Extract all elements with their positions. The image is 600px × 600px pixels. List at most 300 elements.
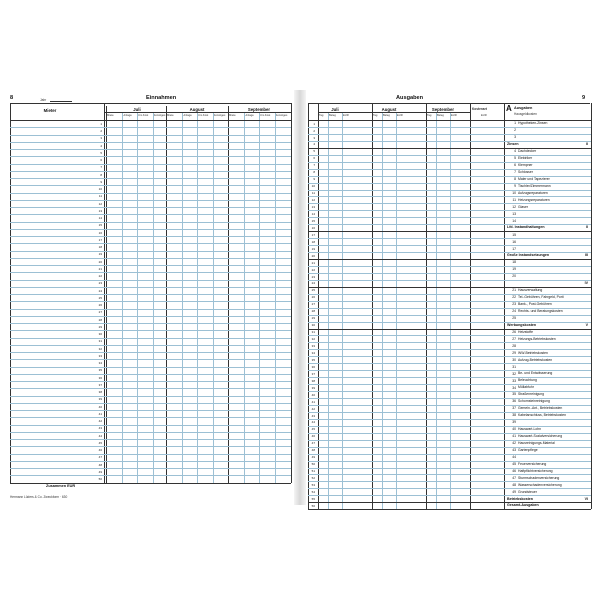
account-number: 39	[512, 420, 516, 425]
sub-column-header: EUR	[343, 114, 349, 117]
table-row[interactable]	[10, 272, 291, 273]
row-number: 46	[98, 448, 102, 453]
account-number: 26	[512, 329, 516, 334]
account-label: Aufzug-Betriebskosten	[518, 357, 553, 362]
column-line	[182, 112, 183, 483]
table-row[interactable]	[308, 349, 591, 350]
row-number: 9	[313, 177, 315, 182]
right-page-number: 9	[582, 95, 586, 101]
row-number: 34	[98, 361, 102, 366]
row-number: 26	[311, 295, 315, 300]
sub-column-header: Sonstiges	[153, 114, 166, 117]
section-note: Hausgeldkosten	[514, 112, 537, 116]
table-row[interactable]	[10, 417, 291, 418]
table-row[interactable]	[308, 231, 591, 232]
table-row[interactable]	[308, 203, 591, 204]
row-number: 13	[311, 205, 315, 209]
table-row[interactable]	[10, 316, 291, 317]
row-number: 21	[311, 260, 315, 265]
row-number: 8	[100, 172, 102, 177]
table-row[interactable]	[10, 236, 291, 237]
column-line	[396, 112, 397, 509]
table-row[interactable]	[10, 265, 291, 266]
row-number: 1	[313, 121, 315, 126]
sub-column-header: Um.Kost	[198, 114, 209, 117]
account-number: 21	[512, 288, 516, 293]
income-title: Einnahmen	[146, 95, 177, 101]
account-number: 7	[514, 170, 516, 175]
sub-column-header: Tag	[319, 114, 324, 117]
account-number: 18	[512, 260, 516, 265]
row-number: 21	[98, 266, 102, 271]
table-row[interactable]	[308, 217, 591, 218]
column-line	[197, 112, 198, 483]
sub-column-header: Sonstiges	[213, 114, 226, 117]
account-label: Sturmschadenversicherung	[518, 475, 560, 480]
sub-column-header: Tag	[373, 114, 378, 117]
row-number: 43	[311, 413, 315, 418]
account-section-heading: Werbungskosten	[507, 322, 537, 327]
account-label: Schornsteinreinigung	[518, 399, 550, 404]
column-line	[450, 112, 451, 509]
account-number: 1	[514, 121, 516, 126]
sub-column-header: EUR	[397, 114, 403, 117]
table-row[interactable]	[10, 171, 291, 172]
table-row[interactable]	[308, 287, 591, 288]
row-number: 23	[311, 274, 315, 279]
row-number: 50	[98, 477, 102, 482]
table-row[interactable]	[308, 127, 591, 128]
account-number: 23	[512, 302, 516, 307]
row-number: 30	[311, 323, 315, 328]
header-rule	[10, 103, 292, 104]
row-number: 20	[98, 259, 102, 264]
account-label: Haftpflichtversicherung	[518, 468, 553, 473]
account-number: 9	[514, 183, 516, 188]
row-number: 29	[98, 324, 102, 329]
sub-column-header: Beleg	[437, 114, 444, 117]
table-row[interactable]	[308, 342, 591, 343]
row-number: 41	[98, 411, 102, 416]
table-row[interactable]	[10, 258, 291, 259]
account-label: Gemein.-Ant., Betriebskosten	[518, 406, 563, 411]
account-number: 20	[512, 274, 516, 279]
table-row[interactable]	[10, 294, 291, 295]
row-number: 6	[313, 156, 315, 161]
account-number: 36	[512, 399, 516, 404]
table-row[interactable]	[10, 280, 291, 281]
row-number: 37	[98, 382, 102, 387]
month-header: August	[381, 107, 397, 112]
row-number: 18	[311, 239, 315, 244]
table-row[interactable]	[308, 461, 591, 462]
row-number: 15	[98, 223, 102, 228]
table-row[interactable]	[10, 454, 291, 455]
account-label: Hauswart-Lohn	[518, 427, 541, 431]
account-number: 10	[512, 190, 516, 195]
grid-divider	[470, 103, 471, 509]
account-label: Rechts- und Beratungskosten	[518, 308, 563, 313]
account-number: 31	[512, 364, 516, 369]
row-number: 7	[100, 165, 102, 170]
row-number: 50	[311, 462, 315, 467]
sub-column-header: Miete	[167, 114, 174, 117]
grid-border	[291, 103, 292, 483]
table-row[interactable]	[308, 162, 591, 163]
table-row[interactable]	[10, 446, 291, 447]
table-row[interactable]	[308, 454, 591, 455]
account-number: 13	[512, 211, 516, 216]
row-number: 20	[311, 253, 315, 258]
account-number: 38	[512, 413, 516, 418]
table-row[interactable]	[308, 210, 591, 211]
table-row[interactable]	[308, 148, 591, 149]
table-row[interactable]	[10, 330, 291, 331]
account-number: 28	[512, 343, 516, 348]
table-row[interactable]	[308, 273, 591, 274]
table-row[interactable]	[308, 134, 591, 135]
table-row[interactable]	[308, 488, 591, 489]
table-row[interactable]	[10, 461, 291, 462]
account-label: Hausverwaltung	[518, 288, 543, 292]
table-row[interactable]	[10, 178, 291, 179]
account-number: 11	[512, 197, 516, 202]
table-row[interactable]	[308, 426, 591, 427]
row-number: 16	[311, 225, 315, 230]
row-number: 38	[311, 378, 315, 383]
table-row[interactable]	[10, 287, 291, 288]
expenses-page	[306, 90, 594, 508]
account-label: Heizstoffe	[518, 329, 534, 334]
table-row[interactable]	[308, 315, 591, 316]
account-section-heading: Lfd. Instandhaltungen	[507, 225, 545, 230]
year-label: Jahr	[40, 98, 47, 102]
row-number: 47	[311, 441, 315, 446]
column-line	[382, 112, 383, 509]
account-label: Hypotheken-Zinsen	[518, 121, 548, 126]
sub-column-header: Umlage	[182, 114, 192, 117]
column-header-rule	[10, 120, 291, 121]
month-rule	[318, 112, 470, 113]
row-number: 49	[98, 469, 102, 474]
row-number: 14	[98, 216, 102, 221]
row-number: 22	[98, 274, 102, 279]
table-row[interactable]	[10, 301, 291, 302]
account-label: Müllabfuhr	[518, 385, 534, 390]
table-row[interactable]	[10, 388, 291, 389]
row-number: 34	[311, 350, 315, 355]
account-section-heading: Betriebskosten	[507, 496, 533, 501]
column-line	[328, 112, 329, 509]
cost-type-header: Kostenart	[472, 107, 487, 111]
account-number: 40	[512, 427, 516, 432]
row-number: 18	[98, 245, 102, 250]
year-field[interactable]	[50, 101, 72, 102]
account-label: Glaser	[518, 204, 528, 209]
table-row[interactable]	[308, 502, 591, 503]
table-row[interactable]	[10, 323, 291, 324]
row-number: 47	[98, 455, 102, 460]
account-label: Aufzugsreparaturen	[518, 190, 548, 195]
row-number: 42	[98, 419, 102, 424]
table-row[interactable]	[10, 164, 291, 165]
table-row[interactable]	[10, 214, 291, 215]
table-row[interactable]	[10, 156, 291, 157]
row-number: 13	[98, 208, 102, 213]
row-number: 19	[98, 252, 102, 257]
account-label: Gartenpflege	[518, 447, 538, 452]
column-line	[436, 112, 437, 509]
table-row[interactable]	[308, 259, 591, 260]
row-number: 12	[311, 198, 315, 203]
table-row[interactable]	[10, 222, 291, 223]
month-rule	[104, 112, 291, 113]
table-row[interactable]	[10, 142, 291, 143]
row-number: 30	[98, 332, 102, 337]
account-number: 19	[512, 267, 516, 272]
table-row[interactable]	[10, 243, 291, 244]
row-number: 39	[311, 385, 315, 390]
column-line	[244, 112, 245, 483]
row-number: 4	[313, 142, 315, 147]
row-number: 33	[311, 344, 315, 348]
row-number: 2	[100, 129, 102, 134]
right-header-rule	[308, 103, 590, 104]
row-number: 41	[311, 399, 315, 404]
sub-column-header: Beleg	[383, 114, 390, 117]
row-number: 37	[311, 371, 315, 376]
table-row[interactable]	[10, 207, 291, 208]
row-number: 44	[311, 420, 315, 425]
table-row[interactable]	[308, 224, 591, 225]
table-row[interactable]	[10, 468, 291, 469]
row-number: 15	[311, 218, 315, 223]
table-row[interactable]	[10, 185, 291, 186]
table-row[interactable]	[308, 329, 591, 330]
table-row[interactable]	[10, 309, 291, 310]
column-line	[342, 112, 343, 509]
table-row[interactable]	[308, 280, 591, 281]
account-label: Dachdecker	[518, 149, 537, 153]
row-number: 23	[98, 281, 102, 286]
grid-divider	[504, 103, 505, 509]
grid-border	[591, 103, 592, 509]
row-number: 40	[311, 392, 315, 397]
account-number: 5	[514, 156, 516, 161]
section-roman-numeral: II	[586, 225, 588, 230]
row-number: 36	[98, 375, 102, 380]
table-row[interactable]	[308, 266, 591, 267]
table-row[interactable]	[10, 345, 291, 346]
account-label: Heizungs-Betriebskosten	[518, 336, 556, 341]
account-label: Klempner	[518, 162, 533, 167]
table-row[interactable]	[308, 384, 591, 385]
row-number: 29	[311, 316, 315, 321]
table-row[interactable]	[10, 432, 291, 433]
table-row[interactable]	[308, 419, 591, 420]
section-heading: Ausgaben	[514, 106, 533, 110]
table-row[interactable]	[10, 149, 291, 150]
row-number: 32	[98, 346, 102, 351]
account-number: 42	[512, 441, 516, 446]
table-row[interactable]	[308, 141, 591, 142]
book-gutter	[294, 90, 306, 505]
table-row[interactable]	[308, 238, 591, 239]
account-label: Bank-, Post-Gebühren	[518, 301, 552, 306]
account-label: Kabelanschluss, Betriebskosten	[518, 413, 567, 418]
table-row[interactable]	[308, 169, 591, 170]
sub-column-header: Miete	[229, 114, 236, 117]
grid-divider	[104, 103, 105, 483]
row-number: 16	[98, 230, 102, 235]
row-number: 8	[313, 170, 315, 175]
account-label: Wasserschadenversicherung	[518, 482, 562, 487]
row-number: 43	[98, 426, 102, 431]
table-row[interactable]	[308, 509, 591, 510]
sub-column-header: EUR	[451, 114, 457, 117]
table-row[interactable]	[10, 251, 291, 252]
row-number: 4	[100, 143, 102, 148]
table-row[interactable]	[308, 495, 591, 496]
table-row[interactable]	[308, 363, 591, 364]
row-number: 17	[98, 237, 102, 242]
month-header: September	[247, 107, 271, 112]
account-number: 35	[512, 392, 516, 397]
account-label: Beleuchtung	[518, 378, 537, 383]
account-number: 46	[512, 468, 516, 473]
row-number: 1	[100, 121, 102, 126]
account-number: 48	[512, 482, 516, 487]
row-number: 19	[311, 246, 315, 251]
row-number: 45	[311, 427, 315, 432]
section-roman-numeral: IV	[584, 281, 588, 286]
table-row[interactable]	[10, 374, 291, 375]
table-row[interactable]	[10, 396, 291, 397]
account-number: 4	[514, 149, 516, 154]
table-row[interactable]	[308, 155, 591, 156]
column-line	[153, 112, 154, 483]
row-number: 26	[98, 303, 102, 308]
row-number: 49	[311, 455, 315, 460]
row-number: 44	[98, 433, 102, 438]
account-number: 12	[512, 204, 516, 209]
row-number: 17	[311, 232, 315, 237]
row-number: 52	[311, 476, 315, 481]
account-number: 49	[512, 489, 516, 494]
account-label: Heizungsreparaturen	[518, 197, 550, 202]
expenses-title: Ausgaben	[396, 95, 424, 101]
account-label: Hausreinigungs-Material	[518, 440, 555, 445]
account-number: 22	[512, 295, 516, 300]
account-label: Elektriker	[518, 155, 533, 160]
table-row[interactable]	[308, 245, 591, 246]
sub-column-header: Umlage	[244, 114, 254, 117]
table-row[interactable]	[308, 377, 591, 378]
row-number: 24	[98, 288, 102, 293]
account-label: Tischler/Zimmermann	[518, 183, 551, 188]
account-label: Straßenreinigung	[518, 392, 545, 397]
row-number: 25	[311, 288, 315, 293]
column-line	[275, 112, 276, 483]
table-row[interactable]	[10, 135, 291, 136]
row-number: 9	[100, 179, 102, 184]
row-number: 38	[98, 390, 102, 395]
month-divider	[372, 103, 373, 509]
table-row[interactable]	[10, 193, 291, 194]
table-row[interactable]	[10, 127, 291, 128]
section-roman-numeral: II	[586, 142, 588, 147]
left-page-number: 8	[10, 95, 14, 101]
row-number: 2	[313, 128, 315, 133]
row-number: 48	[98, 462, 102, 467]
column-line	[213, 112, 214, 483]
table-row[interactable]	[10, 425, 291, 426]
table-row[interactable]	[10, 410, 291, 411]
account-number: 24	[512, 309, 516, 314]
table-row[interactable]	[10, 381, 291, 382]
tenant-column-header: Mieter	[43, 108, 57, 113]
account-number: 37	[512, 406, 516, 411]
account-number: 15	[512, 232, 516, 237]
table-row[interactable]	[308, 190, 591, 191]
sub-column-header: Beleg	[329, 114, 336, 117]
column-line	[259, 112, 260, 483]
table-row[interactable]	[10, 352, 291, 353]
month-header: Juli	[331, 107, 339, 112]
row-number: 5	[100, 150, 102, 155]
account-section-heading: Gesamt-Ausgaben	[507, 503, 539, 508]
table-row[interactable]	[10, 200, 291, 201]
row-number: 6	[100, 158, 102, 163]
row-number: 7	[313, 163, 315, 168]
row-number: 39	[98, 397, 102, 402]
row-number: 54	[311, 489, 315, 494]
table-row[interactable]	[10, 367, 291, 368]
sub-column-header: Um.Kost	[260, 114, 271, 117]
table-row[interactable]	[308, 322, 591, 323]
table-row[interactable]	[10, 439, 291, 440]
account-number: 8	[514, 177, 516, 181]
account-number: 14	[512, 218, 516, 223]
row-number: 35	[98, 368, 102, 373]
account-number: 16	[512, 239, 516, 244]
account-number: 41	[512, 434, 516, 439]
table-row[interactable]	[10, 229, 291, 230]
table-row[interactable]	[10, 338, 291, 339]
table-row[interactable]	[10, 475, 291, 476]
account-number: 44	[512, 455, 516, 459]
month-header: Juli	[133, 107, 141, 112]
table-row[interactable]	[10, 403, 291, 404]
account-number: 2	[514, 128, 516, 133]
row-number: 11	[311, 191, 315, 196]
month-divider	[426, 103, 427, 509]
row-number: 25	[98, 295, 102, 300]
account-number: 45	[512, 461, 516, 466]
month-header: September	[431, 107, 455, 112]
row-number: 5	[313, 149, 315, 154]
row-number: 22	[311, 267, 315, 272]
row-number: 51	[311, 469, 315, 474]
row-number: 36	[311, 364, 315, 369]
account-label: Schlosser	[518, 169, 533, 174]
account-number: 47	[512, 475, 516, 480]
table-row[interactable]	[308, 391, 591, 392]
table-row[interactable]	[10, 359, 291, 360]
row-number: 42	[311, 406, 315, 411]
income-page	[6, 90, 294, 505]
table-row[interactable]	[308, 447, 591, 448]
